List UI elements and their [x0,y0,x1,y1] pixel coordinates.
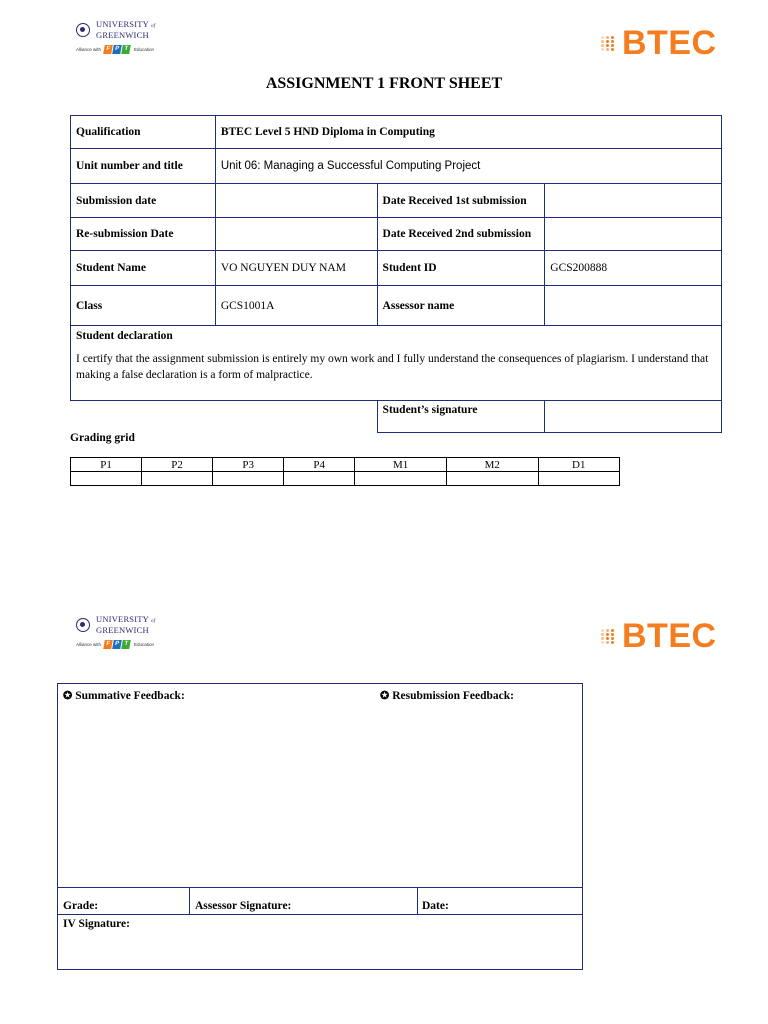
resubmission-feedback-area[interactable] [380,708,575,883]
fpt-logo: F P T [104,45,131,54]
grade-cell-p4[interactable] [284,472,355,486]
grade-header-d1: D1 [538,458,619,472]
grade-header-m2: M2 [446,458,538,472]
grade-header-p3: P3 [213,458,284,472]
fpt-alliance: Alliance with F P T Education [76,46,155,52]
row-submission-date [71,184,722,218]
date-received-1st-field[interactable] [545,184,722,218]
row-unit [71,149,722,184]
grade-label: Grade: [63,900,99,912]
student-signature-label: Student’s signature [377,401,545,433]
feedback-box [57,683,583,970]
assessor-name-field[interactable] [545,286,722,326]
submission-date-field[interactable] [215,184,377,218]
grade-divider [189,887,190,914]
student-name-label: Student Name [71,251,216,286]
row-qualification [71,116,722,149]
grade-cell-p1[interactable] [71,472,142,486]
assessor-signature-label: Assessor Signature: [195,900,292,912]
date-received-2nd-field[interactable] [545,218,722,251]
resubmission-date-field[interactable] [215,218,377,251]
qualification-label: Qualification [71,116,216,149]
grade-cell-p2[interactable] [142,472,213,486]
date-received-2nd-label: Date Received 2nd submission [377,218,545,251]
grade-header-p1: P1 [71,458,142,472]
student-declaration [71,326,722,401]
page-title: ASSIGNMENT 1 FRONT SHEET [265,75,503,92]
row-declaration [71,326,722,401]
grade-cell-m2[interactable] [446,472,538,486]
class-label: Class [71,286,216,326]
signature-divider [417,887,418,914]
university-of-greenwich-logo: UNIVERSITY of GREENWICH Alliance with F P T Education [76,19,156,52]
summative-feedback-area[interactable] [63,708,363,883]
date-label: Date: [422,900,449,912]
grading-grid-table [70,457,620,486]
row-resubmission [71,218,722,251]
summative-feedback-label: ✪ Summative Feedback: [63,690,185,702]
grade-header-p2: P2 [142,458,213,472]
declaration-text: I certify that the assignment submission is entirely my own work and I fully understand the consequences of plagiarism. I understand that making a false declaration is a form of malpractice. [76,353,709,381]
btec-dots-icon [601,629,620,644]
assessor-name-label: Assessor name [377,286,545,326]
student-signature-field[interactable] [545,401,722,433]
university-of-greenwich-logo-2: UNIVERSITY of GREENWICH Alliance with F P T Education [76,614,156,647]
qualification-value: BTEC Level 5 HND Diploma in Computing [215,116,721,149]
iv-signature-label: IV Signature: [63,918,130,930]
iv-divider [58,914,582,915]
row-class [71,286,722,326]
btec-dots-icon [601,36,620,51]
feedback-divider [58,887,582,888]
gear-bullet-icon: ✪ [380,690,390,702]
btec-logo-2: BTEC [601,619,717,653]
date-received-1st-label: Date Received 1st submission [377,184,545,218]
declaration-label: Student declaration [76,330,173,342]
resubmission-feedback-label: ✪ Resubmission Feedback: [380,690,514,702]
university-seal-icon [76,618,90,632]
grade-header-p4: P4 [284,458,355,472]
row-signature [71,401,722,433]
grade-cell-d1[interactable] [538,472,619,486]
student-name-value: VO NGUYEN DUY NAM [215,251,377,286]
resubmission-date-label: Re-submission Date [71,218,216,251]
grading-grid-label: Grading grid [70,432,135,444]
btec-logo: BTEC [601,26,717,60]
gear-bullet-icon: ✪ [63,690,73,702]
university-seal-icon [76,23,90,37]
submission-date-label: Submission date [71,184,216,218]
row-student [71,251,722,286]
grade-header-m1: M1 [355,458,447,472]
fpt-logo: F P T [104,640,131,649]
grade-cell-m1[interactable] [355,472,447,486]
grade-cell-p3[interactable] [213,472,284,486]
student-id-value: GCS200888 [545,251,722,286]
student-id-label: Student ID [377,251,545,286]
front-sheet-table [70,115,722,433]
grading-header-row [71,458,620,472]
fpt-alliance: Alliance with F P T Education [76,641,155,647]
unit-value: Unit 06: Managing a Successful Computing Project [215,149,721,184]
class-value: GCS1001A [215,286,377,326]
grading-value-row [71,472,620,486]
unit-label: Unit number and title [71,149,216,184]
